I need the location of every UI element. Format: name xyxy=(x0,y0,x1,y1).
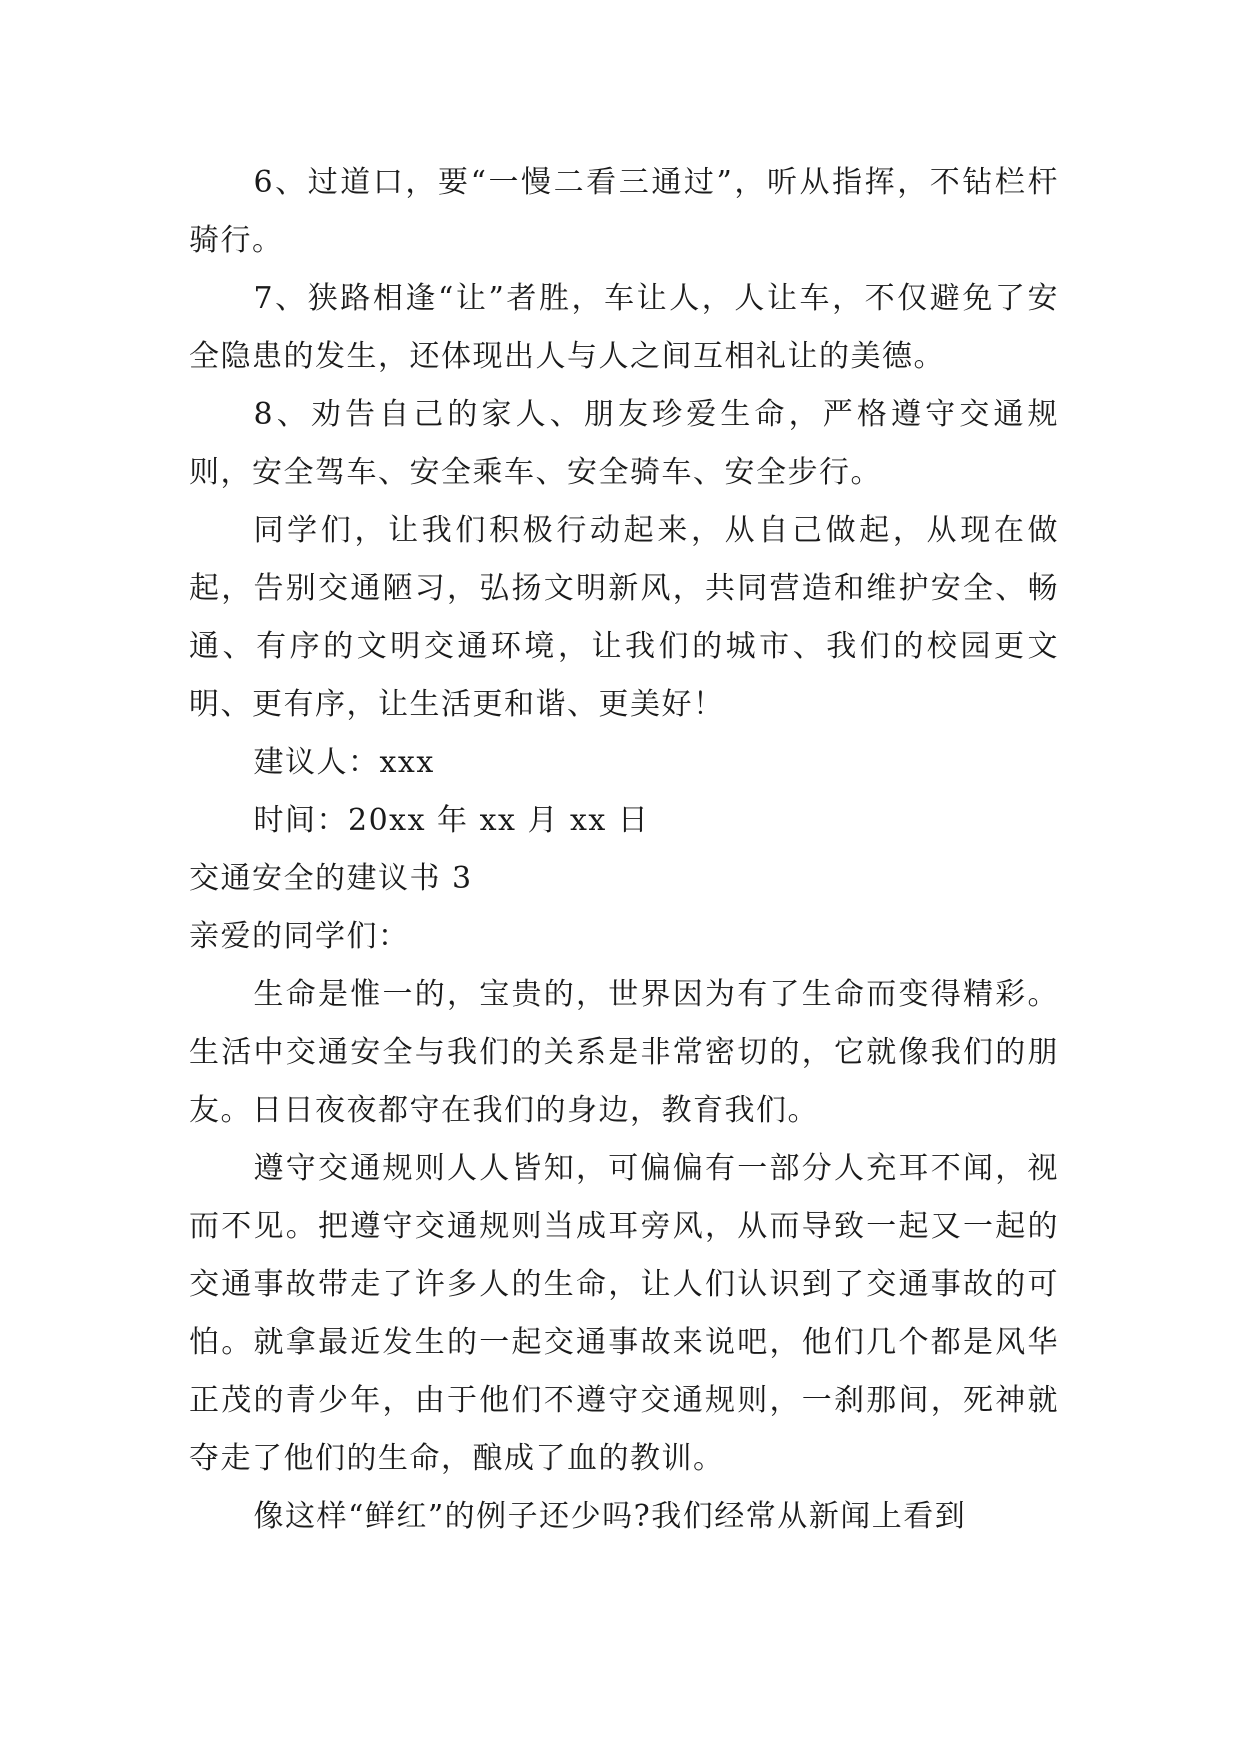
section-title: 交通安全的建议书 3 xyxy=(189,861,473,896)
paragraph-call-to-action: 同学们，让我们积极行动起来，从自己做起，从现在做起，告别交通陋习，弘扬文明新风，共同营造和维护安全、畅通、有序的文明交通环境，让我们的城市、我们的校园更文明、更有序，让生活更和谐、更美好！ xyxy=(189,513,1059,722)
signature-date: 时间：20xx 年 xx 月 xx 日 xyxy=(253,803,650,838)
signature-proposer: 建议人：xxx xyxy=(253,745,435,780)
paragraph-item-8: 8、劝告自己的家人、朋友珍爱生命，严格遵守交通规则，安全驾车、安全乘车、安全骑车、安全步行。 xyxy=(189,397,1059,490)
paragraph-item-6: 6、过道口，要“一慢二看三通过”，听从指挥，不钻栏杆骑行。 xyxy=(189,165,1059,258)
body-paragraph-1: 生命是惟一的，宝贵的，世界因为有了生命而变得精彩。生活中交通安全与我们的关系是非常密切的，它就像我们的朋友。日日夜夜都守在我们的身边，教育我们。 xyxy=(189,977,1059,1128)
document-content xyxy=(189,154,1059,1546)
body-paragraph-2: 遵守交通规则人人皆知，可偏偏有一部分人充耳不闻，视而不见。把遵守交通规则当成耳旁风，从而导致一起又一起的交通事故带走了许多人的生命，让人们认识到了交通事故的可怕。就拿最近发生的一起交通事故来说吧，他们几个都是风华正茂的青少年，由于他们不遵守交通规则，一刹那间，死神就夺走了他们的生命，酿成了血的教训。 xyxy=(189,1151,1059,1476)
body-paragraph-3: 像这样“鲜红”的例子还少吗?我们经常从新闻上看到 xyxy=(253,1499,967,1534)
paragraph-item-7: 7、狭路相逢“让”者胜，车让人，人让车，不仅避免了安全隐患的发生，还体现出人与人之间互相礼让的美德。 xyxy=(189,281,1059,374)
salutation: 亲爱的同学们： xyxy=(189,919,410,954)
